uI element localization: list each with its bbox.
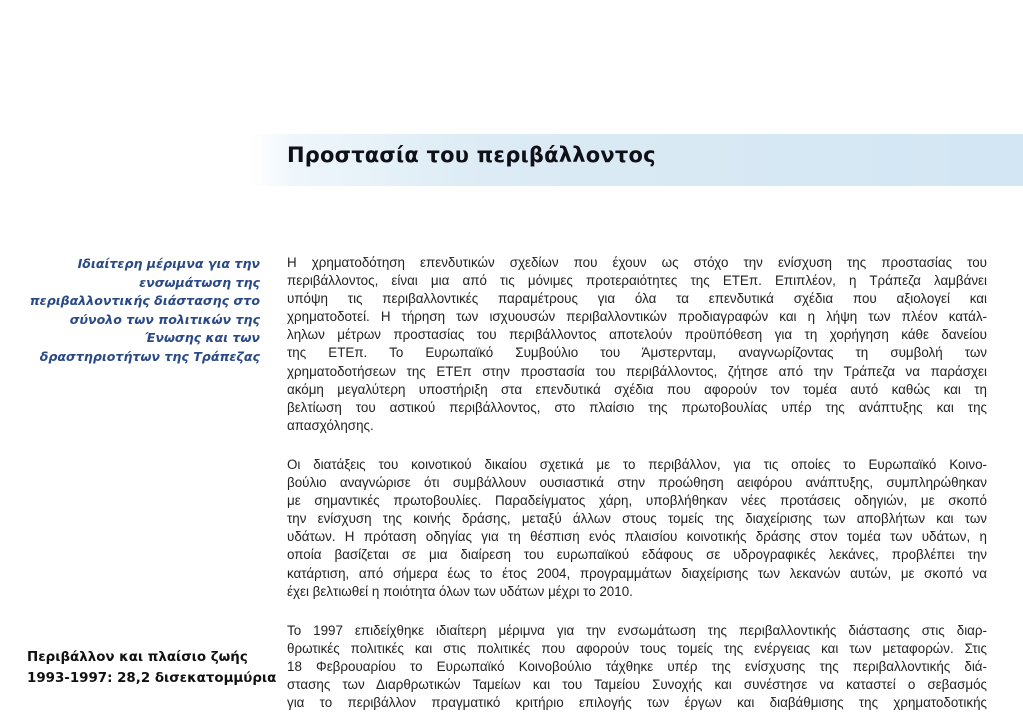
paragraph-line: υδάτων. Η πρόταση οδηγίας για τη θέσπιση ενός πλαισίου κοινοτικής δράσης στον τομέα των υδάτων, η bbox=[287, 529, 987, 545]
pull-quote-line: Ιδιαίτερη μέριμνα για την bbox=[77, 256, 260, 271]
paragraph-line: υπόψη τις περιβαλλοντικές παραμέτρους για όλα τα επενδυτικά σχέδια που αξιολογεί και bbox=[287, 291, 987, 307]
paragraph-line: ακόμη μεγαλύτερη υποστήριξη στα επενδυτικά σχέδια που αφορούν τον τομέα αυτό καθώς και τη bbox=[287, 381, 987, 397]
pull-quote-line: περιβαλλοντικής διάστασης στο bbox=[29, 293, 260, 309]
paragraph-line: θρωτικές πολιτικές και στις πολιτικές που αφορούν τους τομείς της ενέργειας και των μεταφορών. Στις bbox=[287, 640, 987, 656]
paragraph-line: ληλων μέτρων προστασίας του περιβάλλοντος αποτελούν προϋπόθεση για τη χορήγηση κάθε δανείου bbox=[287, 327, 987, 343]
paragraph-line: οποία βασίζεται σε μια διαίρεση του ευρωπαϊκού εδάφους σε υδρογραφικές λεκάνες, προβλέπει την bbox=[287, 547, 987, 563]
paragraph-line: χρηματοδοτήσεων της ΕΤΕπ στην προστασία του περιβάλλοντος, ζήτησε από την Τράπεζα να παράσχει bbox=[287, 363, 987, 379]
paragraph-line: περιβάλλοντος, είναι μια από τις μόνιμες προτεραιότητες της ΕΤΕπ. Επιπλέον, η Τράπεζα λαμβάνει bbox=[287, 273, 987, 289]
paragraph-line: κατάρτιση, από σήμερα έως το έτος 2004, προγραμμάτων διαχείρισης των λεκανών αυτών, με σκοπό να bbox=[287, 565, 987, 581]
paragraph-line: για το περιβάλλον πραγματικό κριτήριο επιλογής των έργων και διαβάθμισης της χρηματοδοτικής bbox=[287, 695, 987, 711]
paragraph-line: στασης των Διαρθρωτικών Ταμείων και του Ταμείου Συνοχής και συνέστησε να καταστεί ο σεβασμός bbox=[287, 676, 987, 692]
stat-line: 1993-1997: 28,2 δισεκατομμύρια bbox=[27, 671, 277, 686]
body-paragraph bbox=[287, 456, 987, 601]
stat-line: Περιβάλλον και πλαίσιο ζωής bbox=[27, 650, 248, 665]
paragraph-line: βελτίωση του αστικού περιβάλλοντος, στο πλαίσιο της πρωτοβουλίας υπέρ της ανάπτυξης και της bbox=[287, 399, 987, 415]
paragraph-line: απασχόλησης. bbox=[287, 417, 374, 433]
body-paragraph bbox=[287, 622, 987, 712]
sidebar-stat bbox=[27, 647, 277, 689]
pull-quote-line: σύνολο των πολιτικών της bbox=[69, 311, 260, 327]
paragraph-line: βούλιο αναγνώρισε ότι συμβάλλουν ουσιαστικά στην προώθηση αειφόρου ανάπτυξης, συμπληρώθηκαν bbox=[287, 475, 987, 491]
paragraph-line: 18 Φεβρουαρίου το Ευρωπαϊκό Κοινοβούλιο τάχθηκε υπέρ της ενίσχυσης της περιβαλλοντικής διά- bbox=[287, 658, 987, 674]
paragraph-line: Το 1997 επιδείχθηκε ιδιαίτερη μέριμνα για την ενσωμάτωση της περιβαλλοντικής διάστασης στις διαρ- bbox=[287, 622, 987, 638]
sidebar-pull-quote bbox=[20, 255, 260, 367]
paragraph-line: με σημαντικές πρωτοβουλίες. Παραδείγματος χάρη, υποβλήθηκαν νέες προτάσεις οδηγιών, με σκοπό bbox=[287, 493, 987, 509]
pull-quote-line: Ένωσης και των bbox=[144, 330, 260, 346]
paragraph-line: χρηματοδοτεί. Η τήρηση των ισχυουσών περιβαλλοντικών προδιαγραφών και η λήψη των πλέον κατάλ- bbox=[287, 309, 987, 325]
pull-quote-line: ενσωμάτωση της bbox=[139, 274, 260, 290]
paragraph-line: την ενίσχυση της κοινής δράσης, μεταξύ άλλων στους τομείς της διαχείρισης των αποβλήτων και των bbox=[287, 511, 987, 527]
paragraph-line: της ΕΤΕπ. Το Ευρωπαϊκό Συμβούλιο του Άμστερνταμ, αναγνωρίζοντας τη συμβολή των bbox=[287, 345, 987, 361]
body-paragraph bbox=[287, 254, 987, 435]
paragraph-line: έχει βελτιωθεί η ποιότητα όλων των υδάτων μέχρι το 2010. bbox=[287, 583, 633, 599]
body-column bbox=[287, 254, 987, 713]
pull-quote-line: δραστηριοτήτων της Τράπεζας bbox=[39, 348, 260, 364]
page-title: Προστασία του περιβάλλοντος bbox=[287, 143, 656, 167]
paragraph-line: Η χρηματοδότηση επενδυτικών σχεδίων που έχουν ως στόχο την ενίσχυση της προστασίας του bbox=[287, 255, 987, 270]
paragraph-line: Οι διατάξεις του κοινοτικού δικαίου σχετικά με το περιβάλλον, για τις οποίες το Ευρωπαϊκό Κοινο- bbox=[287, 456, 987, 472]
